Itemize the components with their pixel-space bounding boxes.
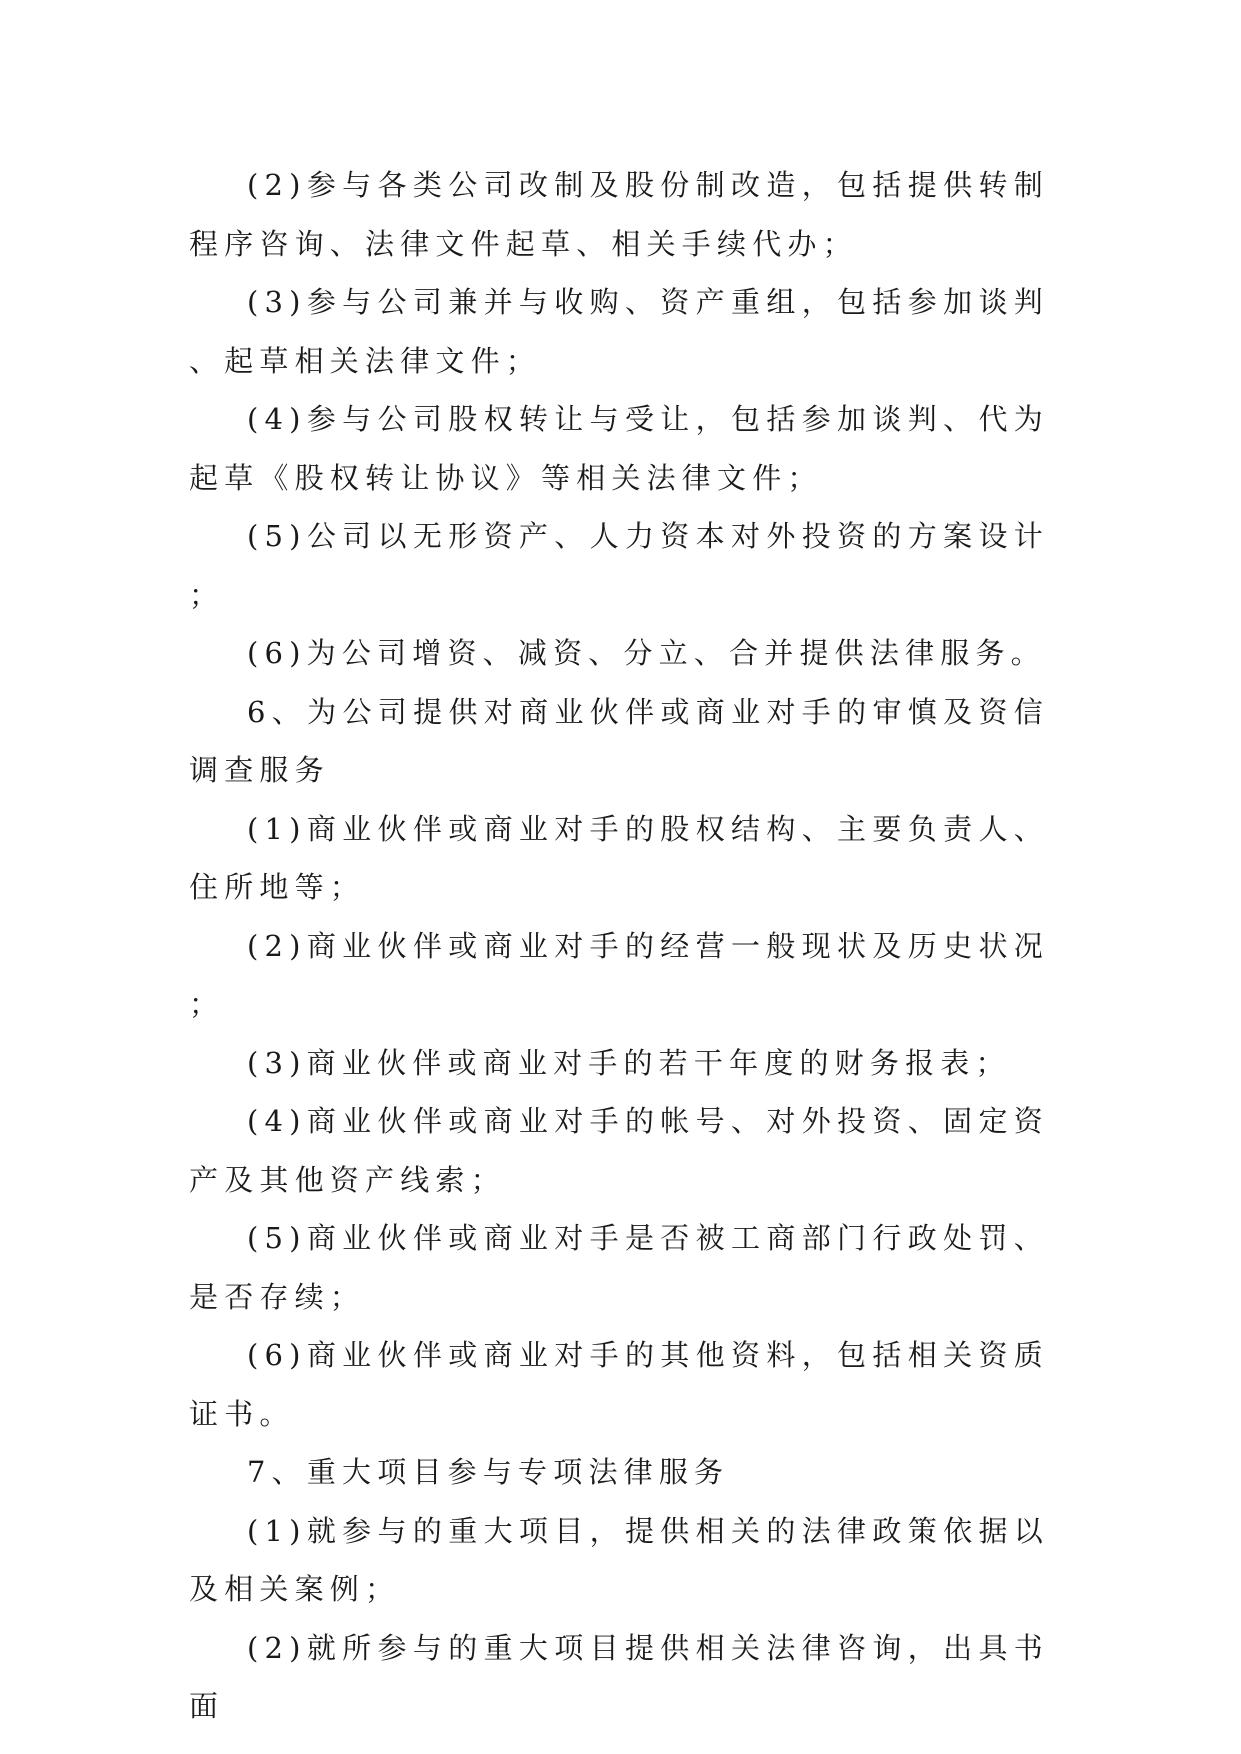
section-heading-6: 6、为公司提供对商业伙伴或商业对手的审慎及资信调查服务	[189, 694, 1049, 787]
section-heading-7: 7、重大项目参与专项法律服务	[247, 1455, 730, 1489]
paragraph-6-6: (6)商业伙伴或商业对手的其他资料，包括相关资质证书。	[189, 1338, 1049, 1431]
paragraph-2-6: (6)为公司增资、减资、分立、合并提供法律服务。	[247, 636, 1046, 670]
paragraph-2-2: (2)参与各类公司改制及股份制改造，包括提供转制程序咨询、法律文件起草、相关手续代办；	[189, 168, 1049, 261]
paragraph-6-4: (4)商业伙伴或商业对手的帐号、对外投资、固定资产及其他资产线索；	[189, 1104, 1049, 1197]
paragraph-2-4: (4)参与公司股权转让与受让，包括参加谈判、代为起草《股权转让协议》等相关法律文件；	[189, 402, 1049, 495]
paragraph-2-3: (3)参与公司兼并与收购、资产重组，包括参加谈判、起草相关法律文件；	[189, 285, 1049, 378]
body-text	[189, 156, 1049, 1736]
paragraph-6-2: (2)商业伙伴或商业对手的经营一般现状及历史状况；	[189, 928, 1049, 1021]
paragraph-6-1: (1)商业伙伴或商业对手的股权结构、主要负责人、住所地等；	[189, 811, 1049, 904]
paragraph-6-5: (5)商业伙伴或商业对手是否被工商部门行政处罚、是否存续；	[189, 1221, 1049, 1314]
paragraph-7-2: (2)就所参与的重大项目提供相关法律咨询，出具书面	[189, 1630, 1049, 1723]
paragraph-6-3: (3)商业伙伴或商业对手的若干年度的财务报表；	[247, 1045, 1011, 1080]
paragraph-7-1: (1)就参与的重大项目，提供相关的法律政策依据以及相关案例；	[189, 1513, 1049, 1606]
paragraph-2-5: (5)公司以无形资产、人力资本对外投资的方案设计；	[189, 519, 1049, 612]
